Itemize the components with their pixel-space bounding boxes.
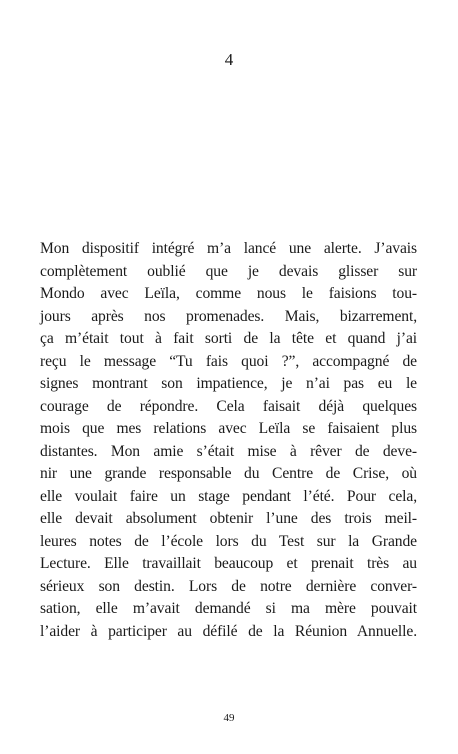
text-line: elle voulait faire un stage pendant l’été. Pour cela, — [40, 487, 417, 505]
text-line: ça m’était tout à fait sorti de la tête et quand j’ai — [40, 330, 417, 347]
text-line: Mondo avec Leïla, comme nous le faisions tou- — [40, 285, 417, 302]
page-number: 49 — [223, 712, 235, 724]
text-line: elle devait absolument obtenir l’une des trois meil- — [40, 510, 417, 527]
text-line: complètement oublié que je devais glisser sur — [40, 262, 417, 280]
text-line: reçu le message “Tu fais quoi ?”, accompagné de — [40, 352, 417, 370]
text-line: Lecture. Elle travaillait beaucoup et prenait très au — [40, 555, 417, 572]
text-line: jours après nos promenades. Mais, bizarrement, — [40, 307, 417, 325]
body-paragraph — [40, 238, 417, 643]
text-line: Mon dispositif intégré m’a lancé une alerte. J’avais — [40, 240, 417, 257]
chapter-number: 4 — [224, 50, 234, 69]
text-line: courage de répondre. Cela faisait déjà quelques — [40, 397, 417, 415]
text-line: nir une grande responsable du Centre de Crise, où — [40, 465, 417, 482]
text-line: signes montrant son impatience, je n’ai pas eu le — [40, 375, 417, 392]
text-line: distantes. Mon amie s’était mise à rêver de deve- — [40, 442, 417, 460]
text-line: sation, elle m’avait demandé si ma mère pouvait — [40, 600, 417, 617]
text-line: sérieux son destin. Lors de notre dernière conver- — [40, 577, 417, 595]
text-line: l’aider à participer au défilé de la Réunion Annuelle. — [40, 622, 417, 640]
text-line: leures notes de l’école lors du Test sur la Grande — [40, 532, 417, 550]
text-line: mois que mes relations avec Leïla se faisaient plus — [40, 420, 417, 437]
